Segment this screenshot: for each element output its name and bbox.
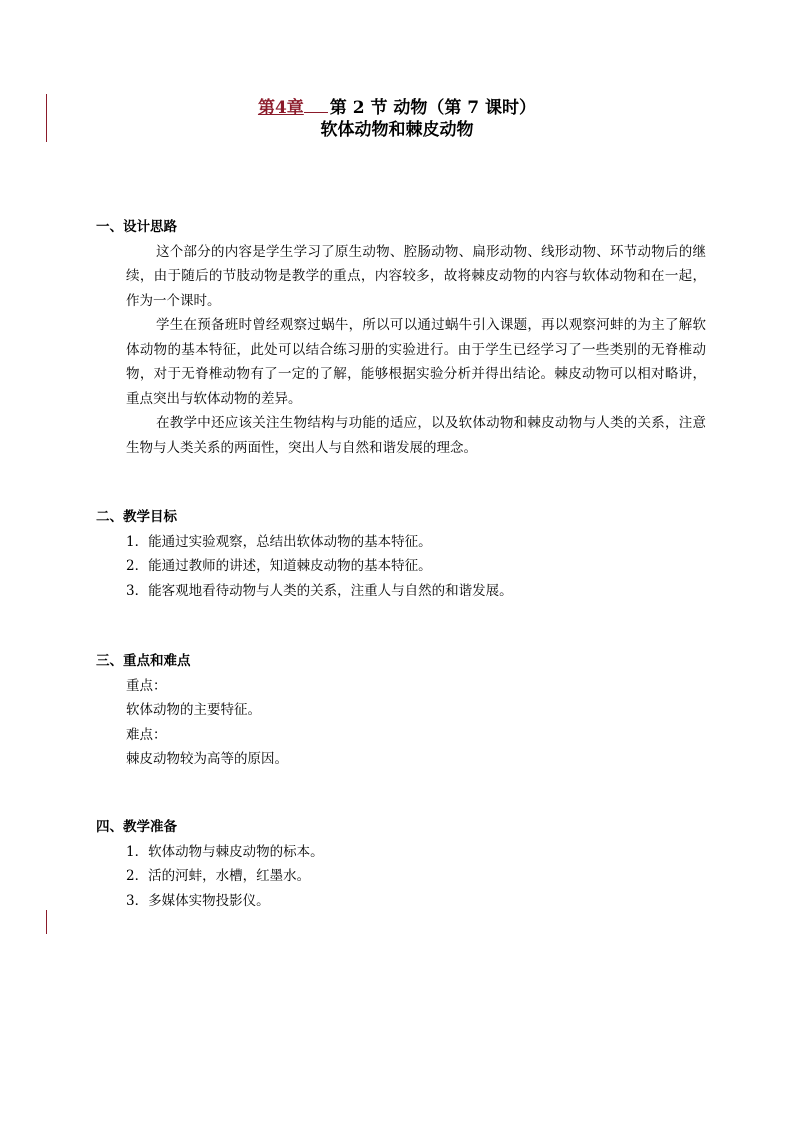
list-item: 1．能通过实验观察，总结出软体动物的基本特征。: [126, 533, 432, 550]
section-key-points: [96, 649, 706, 772]
section-heading: 四、教学准备: [96, 819, 177, 835]
list-item: 2．活的河蚌，水槽，红墨水。: [126, 868, 311, 884]
list-item: 3．多媒体实物投影仪。: [126, 892, 270, 909]
revision-bar-bottom: [46, 910, 47, 934]
key-point-text: 软体动物的主要特征。: [126, 702, 261, 718]
section-heading: 三、重点和难点: [96, 653, 191, 669]
paragraph: 在教学中还应该关注生物结构与功能的适应，以及软体动物和棘皮动物与人类的关系，注意生物与人类关系的两面性，突出人与自然和谐发展的理念。: [126, 415, 706, 456]
paragraph: 这个部分的内容是学生学习了原生动物、腔肠动物、扁形动物、线形动物、环节动物后的继续，由于随后的节肢动物是教学的重点，内容较多，故将棘皮动物的内容与软体动物和在一起，作为一个课时。: [126, 243, 706, 309]
page-subtitle: 软体动物和棘皮动物: [320, 120, 474, 140]
list-item: 1．软体动物与棘皮动物的标本。: [126, 843, 324, 860]
section-title: 第 2 节 动物（第 7 课时）: [329, 98, 537, 118]
section-preparation: [96, 815, 706, 913]
list-item: 3．能客观地看待动物与人类的关系，注重人与自然的和谐发展。: [126, 582, 513, 599]
section-teaching-goals: [96, 505, 706, 603]
difficulty-label: 难点：: [126, 726, 167, 743]
key-point-label: 重点：: [126, 677, 167, 694]
paragraph: 学生在预备班时曾经观察过蜗牛，所以可以通过蜗牛引入课题，再以观察河蚌的为主了解软体动物的基本特征，此处可以结合练习册的实验进行。由于学生已经学习了一些类别的无脊椎动物，对于无脊椎动物有了一定的了解，能够根据实验分析并得出结论。棘皮动物可以相对略讲，重点突出与软体动物的差异。: [126, 317, 706, 407]
chapter-underline-gap: [304, 96, 328, 113]
difficulty-text: 棘皮动物较为高等的原因。: [126, 751, 288, 767]
chapter-label: 第4章: [257, 98, 304, 118]
section-heading: 二、教学目标: [96, 509, 177, 525]
page-title: [0, 96, 794, 119]
list-item: 2．能通过教师的讲述，知道棘皮动物的基本特征。: [126, 558, 432, 574]
section-heading: 一、设计思路: [96, 219, 177, 235]
section-design-ideas: [96, 215, 706, 460]
